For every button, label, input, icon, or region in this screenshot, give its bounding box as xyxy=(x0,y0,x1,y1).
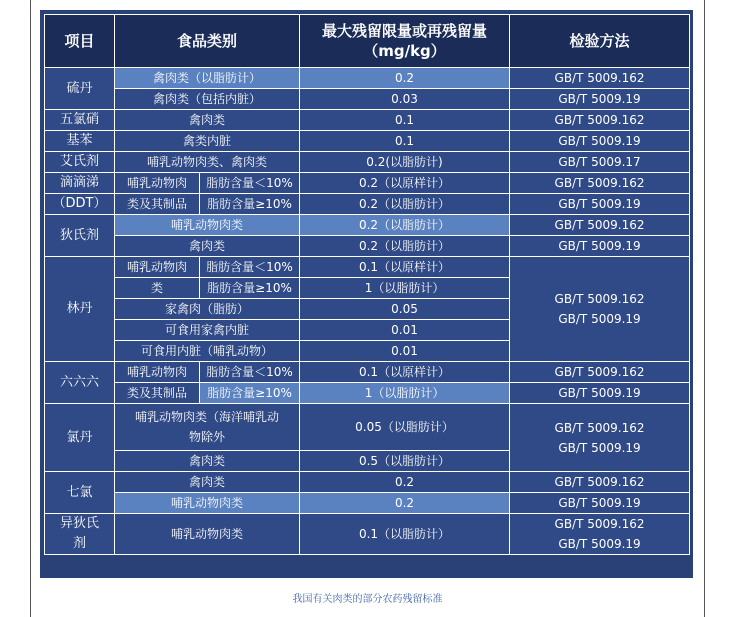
table-cell: 家禽肉（脂肪） xyxy=(115,299,300,320)
table-cell: 禽肉类 xyxy=(115,472,300,493)
table-cell: 0.1 xyxy=(300,131,510,152)
table-cell: 0.1 xyxy=(300,110,510,131)
table-cell: 林丹 xyxy=(45,257,115,362)
table-cell: GB/T 5009.19 xyxy=(510,131,690,152)
header-item: 项目 xyxy=(45,15,115,68)
table-cell: GB/T 5009.19 xyxy=(510,493,690,514)
table-row xyxy=(45,404,690,451)
right-border-line xyxy=(704,0,705,617)
table-cell: 哺乳动物肉类 xyxy=(115,514,300,555)
table-row xyxy=(45,152,690,173)
table-row xyxy=(45,89,690,110)
table-cell: 五氯硝 xyxy=(45,110,115,131)
table-cell: GB/T 5009.162 GB/T 5009.19 xyxy=(510,404,690,472)
table-cell: 哺乳动物肉 xyxy=(115,173,200,194)
table-cell: 0.05 xyxy=(300,299,510,320)
table-row xyxy=(45,131,690,152)
table-cell: 0.2（以脂肪计） xyxy=(300,194,510,215)
table-cell: 滴滴涕 xyxy=(45,173,115,194)
table-cell: 狄氏剂 xyxy=(45,215,115,257)
table-row xyxy=(45,472,690,493)
table-cell: 1（以脂肪计） xyxy=(300,383,510,404)
table-cell: 脂肪含量＜10% xyxy=(200,362,300,383)
table-row xyxy=(45,110,690,131)
table-cell: 可食用内脏（哺乳动物） xyxy=(115,341,300,362)
table-cell: 异狄氏 剂 xyxy=(45,514,115,555)
table-cell: 脂肪含量≥10% xyxy=(200,194,300,215)
table-cell: 0.2(以脂肪计) xyxy=(300,152,510,173)
table-cell: 脂肪含量≥10% xyxy=(200,383,300,404)
pesticide-residue-table xyxy=(44,14,690,555)
table-cell: 脂肪含量＜10% xyxy=(200,173,300,194)
table-cell: 类及其制品 xyxy=(115,194,200,215)
table-cell: GB/T 5009.162 GB/T 5009.19 xyxy=(510,257,690,362)
table-cell: 基苯 xyxy=(45,131,115,152)
table-cell: GB/T 5009.162 xyxy=(510,362,690,383)
table-cell: 哺乳动物肉类 xyxy=(115,493,300,514)
table-cell: 0.2 xyxy=(300,68,510,89)
table-cell: 0.5（以脂肪计） xyxy=(300,451,510,472)
table-cell: 0.01 xyxy=(300,320,510,341)
table-cell: 禽肉类（以脂肪计） xyxy=(115,68,300,89)
header-max-limit: 最大残留限量或再残留量 （mg/kg） xyxy=(300,15,510,68)
table-cell: 七氯 xyxy=(45,472,115,514)
table-cell: 禽肉类 xyxy=(115,451,300,472)
table-cell: 0.03 xyxy=(300,89,510,110)
table-cell: 0.1（以原样计） xyxy=(300,362,510,383)
table-row xyxy=(45,215,690,236)
table-cell: 哺乳动物肉类 xyxy=(115,215,300,236)
table-cell: 禽类内脏 xyxy=(115,131,300,152)
table-cell: GB/T 5009.162 GB/T 5009.19 xyxy=(510,514,690,555)
table-cell: （DDT） xyxy=(45,194,115,215)
table-cell: 哺乳动物肉类（海洋哺乳动 物除外 xyxy=(115,404,300,451)
table-cell: 0.1（以原样计） xyxy=(300,257,510,278)
header-food-category: 食品类别 xyxy=(115,15,300,68)
table-row xyxy=(45,194,690,215)
table-row xyxy=(45,383,690,404)
table-cell: GB/T 5009.19 xyxy=(510,194,690,215)
table-cell: GB/T 5009.19 xyxy=(510,89,690,110)
table-cell: GB/T 5009.162 xyxy=(510,472,690,493)
table-cell: 类 xyxy=(115,278,200,299)
table-cell: 0.2（以脂肪计） xyxy=(300,215,510,236)
table-header-row xyxy=(45,15,690,68)
table-cell: 哺乳动物肉 xyxy=(115,362,200,383)
table-cell: 0.1（以脂肪计） xyxy=(300,514,510,555)
table-cell: 可食用家禽内脏 xyxy=(115,320,300,341)
table-cell: GB/T 5009.17 xyxy=(510,152,690,173)
table-row xyxy=(45,362,690,383)
table-cell: 类及其制品 xyxy=(115,383,200,404)
table-cell: 六六六 xyxy=(45,362,115,404)
table-cell: 脂肪含量≥10% xyxy=(200,278,300,299)
table-caption: 我国有关肉类的部分农药残留标准 xyxy=(292,594,443,605)
table-row xyxy=(45,236,690,257)
table-row xyxy=(45,493,690,514)
left-border-line xyxy=(30,0,31,617)
table-cell: 哺乳动物肉 xyxy=(115,257,200,278)
table-row xyxy=(45,173,690,194)
table-cell: 禽肉类（包括内脏） xyxy=(115,89,300,110)
table-cell: GB/T 5009.162 xyxy=(510,68,690,89)
table-cell: GB/T 5009.162 xyxy=(510,173,690,194)
table-cell: 0.05（以脂肪计） xyxy=(300,404,510,451)
table-row xyxy=(45,257,690,278)
table-cell: GB/T 5009.19 xyxy=(510,383,690,404)
table-row xyxy=(45,68,690,89)
table-cell: 哺乳动物肉类、禽肉类 xyxy=(115,152,300,173)
table-cell: GB/T 5009.19 xyxy=(510,236,690,257)
table-cell: 艾氏剂 xyxy=(45,152,115,173)
table-cell: 0.2 xyxy=(300,472,510,493)
table-cell: 0.2（以原样计） xyxy=(300,173,510,194)
table-cell: 禽肉类 xyxy=(115,110,300,131)
table-cell: GB/T 5009.162 xyxy=(510,110,690,131)
table-cell: 0.01 xyxy=(300,341,510,362)
table-cell: GB/T 5009.162 xyxy=(510,215,690,236)
table-cell: 0.2 xyxy=(300,493,510,514)
table-cell: 1（以脂肪计） xyxy=(300,278,510,299)
table-row xyxy=(45,514,690,555)
table-cell: 脂肪含量＜10% xyxy=(200,257,300,278)
header-test-method: 检验方法 xyxy=(510,15,690,68)
table-cell: 硫丹 xyxy=(45,68,115,110)
table-cell: 0.2（以脂肪计） xyxy=(300,236,510,257)
table-cell: 氯丹 xyxy=(45,404,115,472)
table-cell: 禽肉类 xyxy=(115,236,300,257)
